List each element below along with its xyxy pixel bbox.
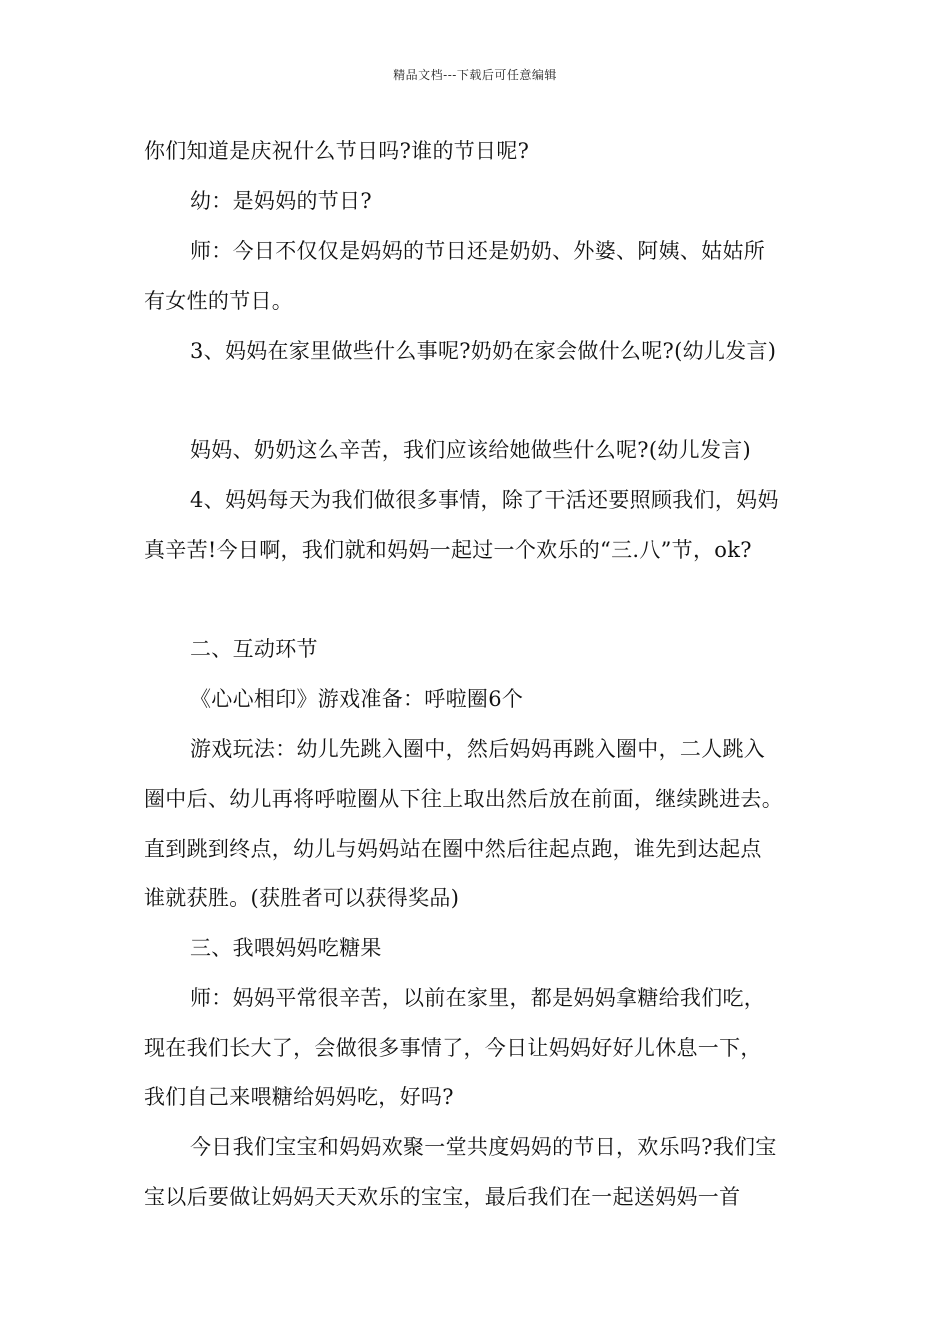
paragraph-line: 4、妈妈每天为我们做很多事情，除了干活还要照顾我们，妈妈: [190, 488, 779, 512]
paragraph-line: 现在我们长大了，会做很多事情了，今日让妈妈好好儿休息一下，: [144, 1036, 762, 1060]
paragraph-line: 今日我们宝宝和妈妈欢聚一堂共度妈妈的节日，欢乐吗?我们宝: [190, 1135, 777, 1159]
section-heading: 三、我喂妈妈吃糖果: [190, 936, 382, 960]
paragraph-line: 师：今日不仅仅是妈妈的节日还是奶奶、外婆、阿姨、姑姑所: [190, 239, 766, 263]
paragraph-line: 直到跳到终点，幼儿与妈妈站在圈中然后往起点跑，谁先到达起点: [144, 837, 762, 861]
paragraph-line: 游戏玩法：幼儿先跳入圈中，然后妈妈再跳入圈中，二人跳入: [190, 737, 766, 761]
paragraph-line: 《心心相印》游戏准备：呼啦圈6个: [190, 687, 524, 711]
paragraph-line: 你们知道是庆祝什么节日吗?谁的节日呢?: [144, 139, 530, 163]
section-heading: 二、互动环节: [190, 637, 318, 661]
paragraph-line: 3、妈妈在家里做些什么事呢?奶奶在家会做什么呢?(幼儿发言): [190, 339, 777, 363]
paragraph-line: 幼：是妈妈的节日?: [190, 189, 372, 213]
paragraph-line: 真辛苦!今日啊，我们就和妈妈一起过一个欢乐的“三.八”节，ok?: [144, 538, 752, 562]
paragraph-line: 妈妈、奶奶这么辛苦，我们应该给她做些什么呢?(幼儿发言): [190, 438, 752, 462]
paragraph-line: 我们自己来喂糖给妈妈吃，好吗?: [144, 1085, 454, 1109]
paragraph-line: 有女性的节日。: [144, 289, 294, 313]
paragraph-line: 师：妈妈平常很辛苦，以前在家里，都是妈妈拿糖给我们吃，: [190, 986, 766, 1010]
paragraph-line: 宝以后要做让妈妈天天欢乐的宝宝，最后我们在一起送妈妈一首: [144, 1185, 741, 1209]
page-header: 精品文档---下载后可任意编辑: [393, 68, 557, 82]
paragraph-line: 谁就获胜。(获胜者可以获得奖品): [144, 886, 460, 910]
paragraph-line: 圈中后、幼儿再将呼啦圈从下往上取出然后放在前面，继续跳进去。: [144, 787, 783, 811]
